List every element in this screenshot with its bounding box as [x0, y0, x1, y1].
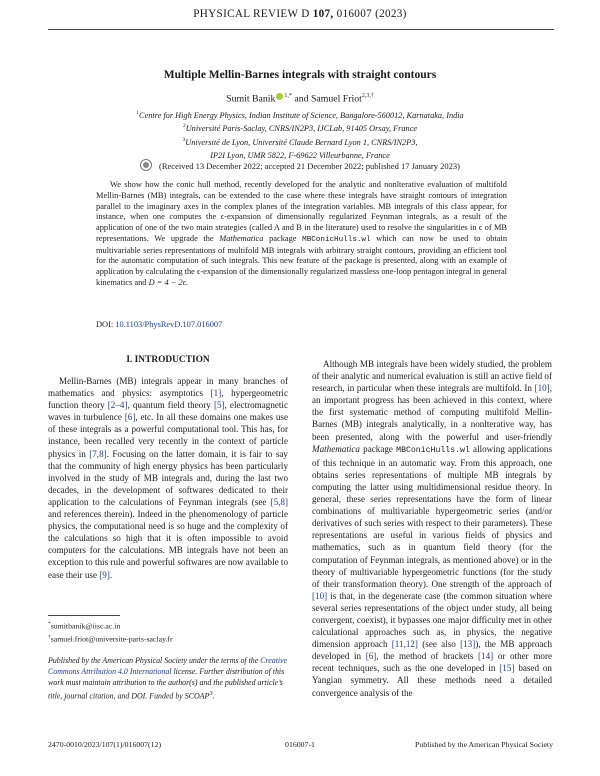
citation-link[interactable]: [9] — [99, 569, 110, 580]
author-2: Samuel Friot — [310, 93, 362, 105]
author-and: and — [294, 93, 309, 105]
author-1: Sumit Banik — [226, 93, 276, 105]
citation-link[interactable]: [11,12] — [391, 639, 418, 650]
section-heading: I. INTRODUCTION — [126, 355, 210, 365]
footer-publisher: Published by the American Physical Society — [415, 740, 553, 749]
paragraph: Mellin-Barnes (MB) integrals appear in many branches of mathematics and physics: asymptotics [1], hypergeometric function theory [2–4], quantum field theory [5], electromagnetic waves in turbulence [6], etc. In all these domains one makes use of these integrals as a powerful computational tool. This has, for instance, been recalled very recently in the context of particle physics in [7,8]. Focusing on the latter domain, it is fair to say that the community of high energy physics has been particularly involved in the study of MB integrals and, during the last two decades, in the development of softwares dedicated to their application to the calculations of Feynman integrals (see [5,8] and references therein). Indeed in the phenomenology of particle physics, the computational need is so huge and the complexity of the calculations so high that it is often impossible to avoid computers for the calculations. MB integrals have not been an exception to this rule and powerful softwares are now available to ease their use [9]. — [48, 376, 288, 580]
author-2-sup: 2,3,† — [361, 93, 374, 99]
journal-header — [0, 8, 600, 20]
citation-link[interactable]: [10] — [534, 383, 550, 394]
affiliation: $^1$Centre for High Energy Physics, Indian Institute of Science, Bangalore-560012, Karnataka, India — [136, 110, 464, 120]
footnote: *sumitbanik@iisc.ac.in — [48, 621, 121, 631]
doi-line — [96, 320, 222, 329]
citation-link[interactable]: [7,8] — [89, 448, 107, 459]
author-1-sup: 1,* — [284, 93, 292, 99]
journal-article: 016007 (2023) — [336, 8, 407, 20]
footer-page-number: 016007-1 — [285, 740, 315, 749]
package-name: MBConicHulls.wl — [302, 235, 371, 244]
affiliation: IP2I Lyon, UMR 5822, F-69622 Villeurbanne, France — [210, 150, 390, 160]
footer-issn: 2470-0010/2023/107(1)/016007(12) — [48, 740, 162, 749]
mathematica-name: Mathematica — [312, 443, 360, 454]
footnote-email[interactable]: samuel.friot@universite-paris-saclay.fr — [50, 634, 173, 644]
citation-link[interactable]: [5] — [213, 400, 225, 411]
footnote-email[interactable]: sumitbanik@iisc.ac.in — [50, 621, 121, 631]
citation-link[interactable]: [1] — [210, 388, 222, 399]
citation-link[interactable]: [13] — [460, 639, 476, 650]
mathematica-name: Mathematica — [219, 233, 264, 243]
right-column — [312, 358, 552, 699]
publication-dates — [0, 159, 600, 171]
doi-link[interactable]: 10.1103/PhysRevD.107.016007 — [115, 320, 223, 329]
footnotes — [48, 619, 173, 645]
doi-label: DOI: — [96, 320, 114, 329]
paper-title: Multiple Mellin-Barnes integrals with straight contours — [163, 69, 437, 81]
abstract: We show how the conic hull method, recently developed for the analytic and nonlterative evaluation of multifold Mellin-Barnes (MB) integrals, can be extended to the case where these integrals have straight contours of integration parallel to the imaginary axes in the complex planes of the integration variables. MB integrals of this class appear, for instance, when one computes the ϵ-expansion of dimensionally regularized Feynman integrals, as a result of the application of one of the two main strategies (called A and B in the literature) used to resolve the singularities in ϵ of MB representations. We upgrade the Mathematica package MBConicHulls.wl which can now be used to obtain multivariable series representations of multifold MB integrals with arbitrary straight contours, providing an efficient tool for the automatic computation of such integrals. This new feature of the package is presented, along with an example of application by calculating the ϵ-expansion of the dimensionally regularized massless one-loop pentagon integral in general kinematics and D = 4 − 2ϵ. — [96, 180, 508, 287]
orcid-icon[interactable] — [276, 93, 283, 100]
license-link[interactable]: Creative Commons Attribution 4.0 International — [48, 656, 288, 676]
header-rule — [48, 29, 554, 30]
citation-link[interactable]: [14] — [478, 651, 494, 662]
citation-link[interactable]: [15] — [499, 663, 515, 674]
citation-link[interactable]: [10] — [312, 590, 328, 601]
dimension-equation: D = 4 − 2ϵ. — [148, 277, 189, 287]
citation-link[interactable]: [2–4] — [107, 400, 128, 411]
dates-text: (Received 13 December 2022; accepted 21 December 2022; published 17 January 2023) — [159, 161, 460, 171]
citation-link[interactable]: [5,8] — [270, 496, 288, 507]
author-list — [0, 93, 600, 104]
affiliation: $^2$Université Paris-Saclay, CNRS/IN2P3, IJCLab, 91405 Orsay, France — [182, 123, 418, 134]
footnote-rule — [48, 615, 120, 616]
footnote: †samuel.friot@universite-paris-saclay.fr — [48, 634, 173, 644]
journal-name: PHYSICAL REVIEW D — [193, 8, 310, 20]
check-for-updates-icon[interactable] — [140, 159, 152, 171]
citation-link[interactable]: [6] — [124, 412, 136, 423]
left-column — [48, 375, 288, 581]
journal-volume: 107, — [312, 8, 334, 20]
affiliations — [60, 108, 540, 161]
license-note: Published by the American Physical Society under the terms of the Creative Commons Attribution 4.0 International license. Further distribution of this work must maintain attribution to the author(s) and the published article’s title, journal citation, and DOI. Funded by SCOAP$^3$. — [48, 656, 288, 701]
package-name: MBConicHulls.wl — [396, 445, 470, 455]
paragraph: Although MB integrals have been widely studied, the problem of their analytic and numerical evaluation is still an active field of research, in particular when these integrals are multifold. In [10], an important progress has been achieved in this context, where the first systematic method of computing multifold Mellin-Barnes (MB) integrals analytically, in a nonlterative way, has been presented, along with the powerful and user-friendly Mathematica package MBConicHulls.wl allowing applications of this technique in an automatic way. From this approach, one obtains series representations of multiple MB integrals by computing the latter using multidimensional residue theory. In general, these series representations have the form of linear combinations of multivariable hypergeometric series (and/or derivatives of such series with respect to their parameters). These representations are useful in various fields of physics and mathematics, such as in quantum field theory (for the computation of Feynman integrals, as mentioned above) or in the theory of multivariable hypergeometric functions (for the study of their transformation theory). One strength of the approach of [10] is that, in the degenerate case (the common situation where several series representations of the object under study, all being convergent, coexist), it bypasses one major difficulty met in other calculational approaches such as, in physics, the negative dimension approach [11,12] (see also [13]), the MB approach developed in [6], the method of brackets [14] or other more recent techniques, such as the one developed in [15] based on Yangian symmetry. All these methods need a detailed convergence analysis of the — [312, 359, 553, 698]
citation-link[interactable]: [6] — [365, 651, 377, 662]
affiliation: $^3$Université de Lyon, Université Claude Bernard Lyon 1, CNRS/IN2P3, — [182, 136, 418, 147]
